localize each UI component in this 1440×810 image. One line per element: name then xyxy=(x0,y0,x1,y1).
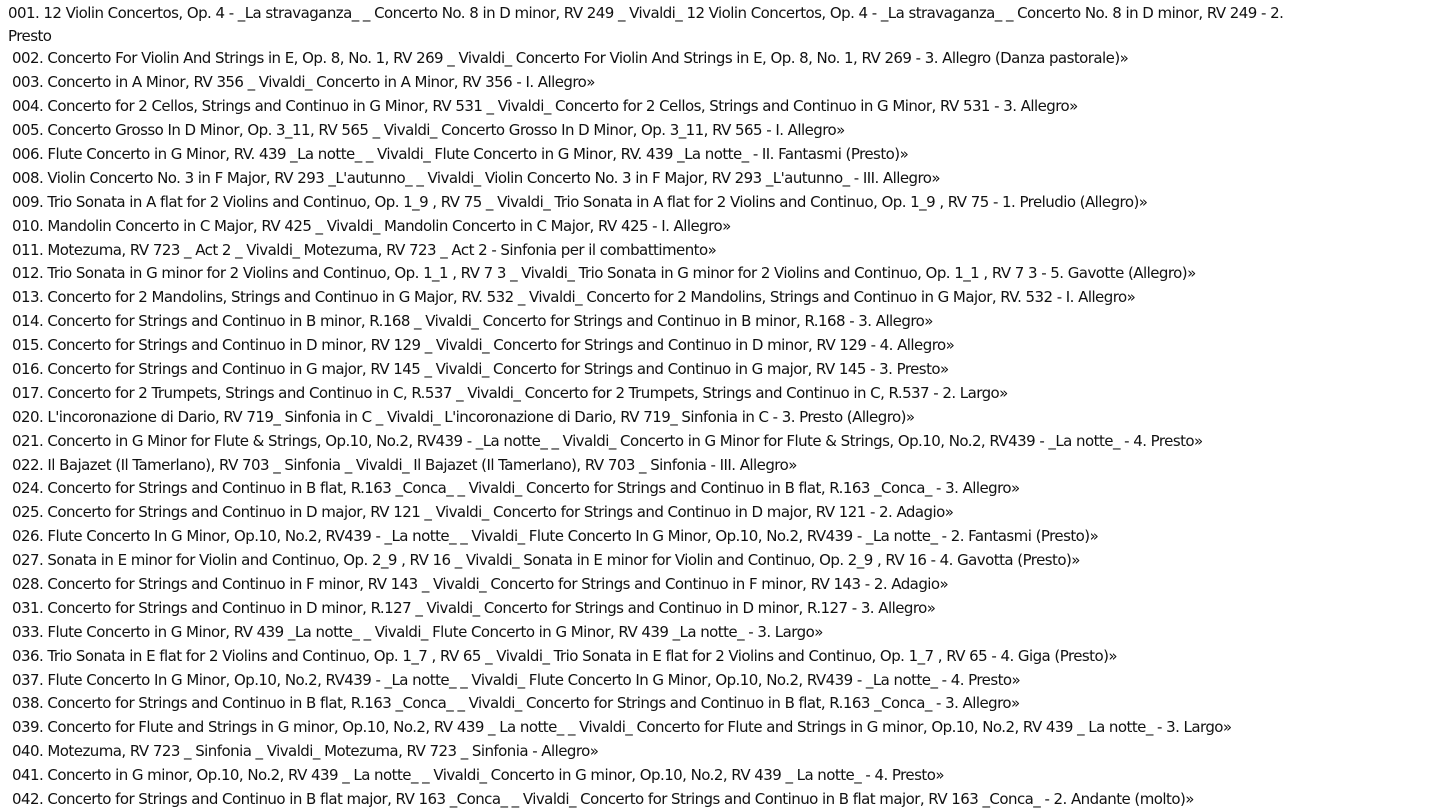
track-line: 003. Concerto in A Minor, RV 356 _ Vivaldi_ Concerto in A Minor, RV 356 - I. Allegro» xyxy=(12,73,595,92)
track-line: 017. Concerto for 2 Trumpets, Strings and Continuo in C, R.537 _ Vivaldi_ Concerto for 2 Trumpets, Strings and Continuo in C, R.537 - 2. Largo» xyxy=(12,383,1008,402)
track-line: 004. Concerto for 2 Cellos, Strings and Continuo in G Minor, RV 531 _ Vivaldi_ Concerto for 2 Cellos, Strings and Continuo in G Minor, RV 531 - 3. Allegro» xyxy=(12,97,1078,116)
track-line: 040. Motezuma, RV 723 _ Sinfonia _ Vivaldi_ Motezuma, RV 723 _ Sinfonia - Allegro» xyxy=(12,742,599,761)
track-line: 010. Mandolin Concerto in C Major, RV 425 _ Vivaldi_ Mandolin Concerto in C Major, RV 425 - I. Allegro» xyxy=(12,216,731,235)
track-line: 020. L'incoronazione di Dario, RV 719_ Sinfonia in C _ Vivaldi_ L'incoronazione di Dario, RV 719_ Sinfonia in C - 3. Presto (Allegro)» xyxy=(12,407,915,426)
track-line: 039. Concerto for Flute and Strings in G minor, Op.10, No.2, RV 439 _ La notte_ _ Vivaldi_ Concerto for Flute and Strings in G minor, Op.10, No.2, RV 439 _ La notte_ - 3. Largo» xyxy=(12,718,1232,737)
track-line: 041. Concerto in G minor, Op.10, No.2, RV 439 _ La notte_ _ Vivaldi_ Concerto in G minor, Op.10, No.2, RV 439 _ La notte_ - 4. Presto» xyxy=(12,766,944,785)
track-line: 013. Concerto for 2 Mandolins, Strings and Continuo in G Major, RV. 532 _ Vivaldi_ Concerto for 2 Mandolins, Strings and Continuo in G Major, RV. 532 - I. Allegro» xyxy=(12,288,1136,307)
track-line: 014. Concerto for Strings and Continuo in B minor, R.168 _ Vivaldi_ Concerto for Strings and Continuo in B minor, R.168 - 3. Allegro» xyxy=(12,312,933,331)
track-line: 015. Concerto for Strings and Continuo in D minor, RV 129 _ Vivaldi_ Concerto for Strings and Continuo in D minor, RV 129 - 4. Allegro» xyxy=(12,336,955,355)
track-line: 024. Concerto for Strings and Continuo in B flat, R.163 _Conca_ _ Vivaldi_ Concerto for Strings and Continuo in B flat, R.163 _Conca_ - 3. Allegro» xyxy=(12,479,1020,498)
track-line: 002. Concerto For Violin And Strings in E, Op. 8, No. 1, RV 269 _ Vivaldi_ Concerto For Violin And Strings in E, Op. 8, No. 1, RV 269 - 3. Allegro (Danza pastorale)» xyxy=(12,49,1129,68)
track-line: 006. Flute Concerto in G Minor, RV. 439 _La notte_ _ Vivaldi_ Flute Concerto in G Minor, RV. 439 _La notte_ - II. Fantasmi (Presto)» xyxy=(12,144,909,163)
track-line: 042. Concerto for Strings and Continuo in B flat major, RV 163 _Conca_ _ Vivaldi_ Concerto for Strings and Continuo in B flat major, RV 163 _Conca_ - 2. Andante (molto)» xyxy=(12,790,1194,808)
track-line: 022. Il Bajazet (Il Tamerlano), RV 703 _ Sinfonia _ Vivaldi_ Il Bajazet (Il Tamerlano), RV 703 _ Sinfonia - III. Allegro» xyxy=(12,455,797,474)
track-line: 031. Concerto for Strings and Continuo in D minor, R.127 _ Vivaldi_ Concerto for Strings and Continuo in D minor, R.127 - 3. Allegro» xyxy=(12,598,936,617)
track-line: 021. Concerto in G Minor for Flute & Strings, Op.10, No.2, RV439 - _La notte_ _ Vivaldi_ Concerto in G Minor for Flute & Strings, Op.10, No.2, RV439 - _La notte_ - 4. Presto» xyxy=(12,431,1203,450)
track-line: 012. Trio Sonata in G minor for 2 Violins and Continuo, Op. 1_1 , RV 7 3 _ Vivaldi_ Trio Sonata in G minor for 2 Violins and Continuo, Op. 1_1 , RV 7 3 - 5. Gavotte (Allegro)» xyxy=(12,264,1196,283)
track-list xyxy=(0,2,1440,810)
track-line: 026. Flute Concerto In G Minor, Op.10, No.2, RV439 - _La notte_ _ Vivaldi_ Flute Concerto In G Minor, Op.10, No.2, RV439 - _La notte_ - 2. Fantasmi (Presto)» xyxy=(12,527,1099,546)
track-line: 011. Motezuma, RV 723 _ Act 2 _ Vivaldi_ Motezuma, RV 723 _ Act 2 - Sinfonia per il combattimento» xyxy=(12,240,717,259)
track-line: 028. Concerto for Strings and Continuo in F minor, RV 143 _ Vivaldi_ Concerto for Strings and Continuo in F minor, RV 143 - 2. Adagio» xyxy=(12,574,949,593)
track-line: 033. Flute Concerto in G Minor, RV 439 _La notte_ _ Vivaldi_ Flute Concerto in G Minor, RV 439 _La notte_ - 3. Largo» xyxy=(12,622,823,641)
track-line: 037. Flute Concerto In G Minor, Op.10, No.2, RV439 - _La notte_ _ Vivaldi_ Flute Concerto In G Minor, Op.10, No.2, RV439 - _La notte_ - 4. Presto» xyxy=(12,670,1021,689)
track-line: 036. Trio Sonata in E flat for 2 Violins and Continuo, Op. 1_7 , RV 65 _ Vivaldi_ Trio Sonata in E flat for 2 Violins and Continuo, Op. 1_7 , RV 65 - 4. Giga (Presto)» xyxy=(12,646,1118,665)
track-line: 016. Concerto for Strings and Continuo in G major, RV 145 _ Vivaldi_ Concerto for Strings and Continuo in G major, RV 145 - 3. Presto» xyxy=(12,359,949,378)
track-line-continuation: Presto xyxy=(8,26,52,45)
track-line: 009. Trio Sonata in A flat for 2 Violins and Continuo, Op. 1_9 , RV 75 _ Vivaldi_ Trio Sonata in A flat for 2 Violins and Continuo, Op. 1_9 , RV 75 - 1. Preludio (Allegro)» xyxy=(12,192,1148,211)
track-line: 027. Sonata in E minor for Violin and Continuo, Op. 2_9 , RV 16 _ Vivaldi_ Sonata in E minor for Violin and Continuo, Op. 2_9 , RV 16 - 4. Gavotta (Presto)» xyxy=(12,551,1080,570)
track-line: 025. Concerto for Strings and Continuo in D major, RV 121 _ Vivaldi_ Concerto for Strings and Continuo in D major, RV 121 - 2. Adagio» xyxy=(12,503,954,522)
track-line: 005. Concerto Grosso In D Minor, Op. 3_11, RV 565 _ Vivaldi_ Concerto Grosso In D Minor, Op. 3_11, RV 565 - I. Allegro» xyxy=(12,121,845,140)
track-line: 001. 12 Violin Concertos, Op. 4 - _La stravaganza_ _ Concerto No. 8 in D minor, RV 249 _ Vivaldi_ 12 Violin Concertos, Op. 4 - _La stravaganza_ _ Concerto No. 8 in D minor, RV 249 - 2. xyxy=(8,4,1284,22)
track-line: 008. Violin Concerto No. 3 in F Major, RV 293 _L'autunno_ _ Vivaldi_ Violin Concerto No. 3 in F Major, RV 293 _L'autunno_ - III. Allegro» xyxy=(12,168,941,187)
track-line: 038. Concerto for Strings and Continuo in B flat, R.163 _Conca_ _ Vivaldi_ Concerto for Strings and Continuo in B flat, R.163 _Conca_ - 3. Allegro» xyxy=(12,694,1020,713)
